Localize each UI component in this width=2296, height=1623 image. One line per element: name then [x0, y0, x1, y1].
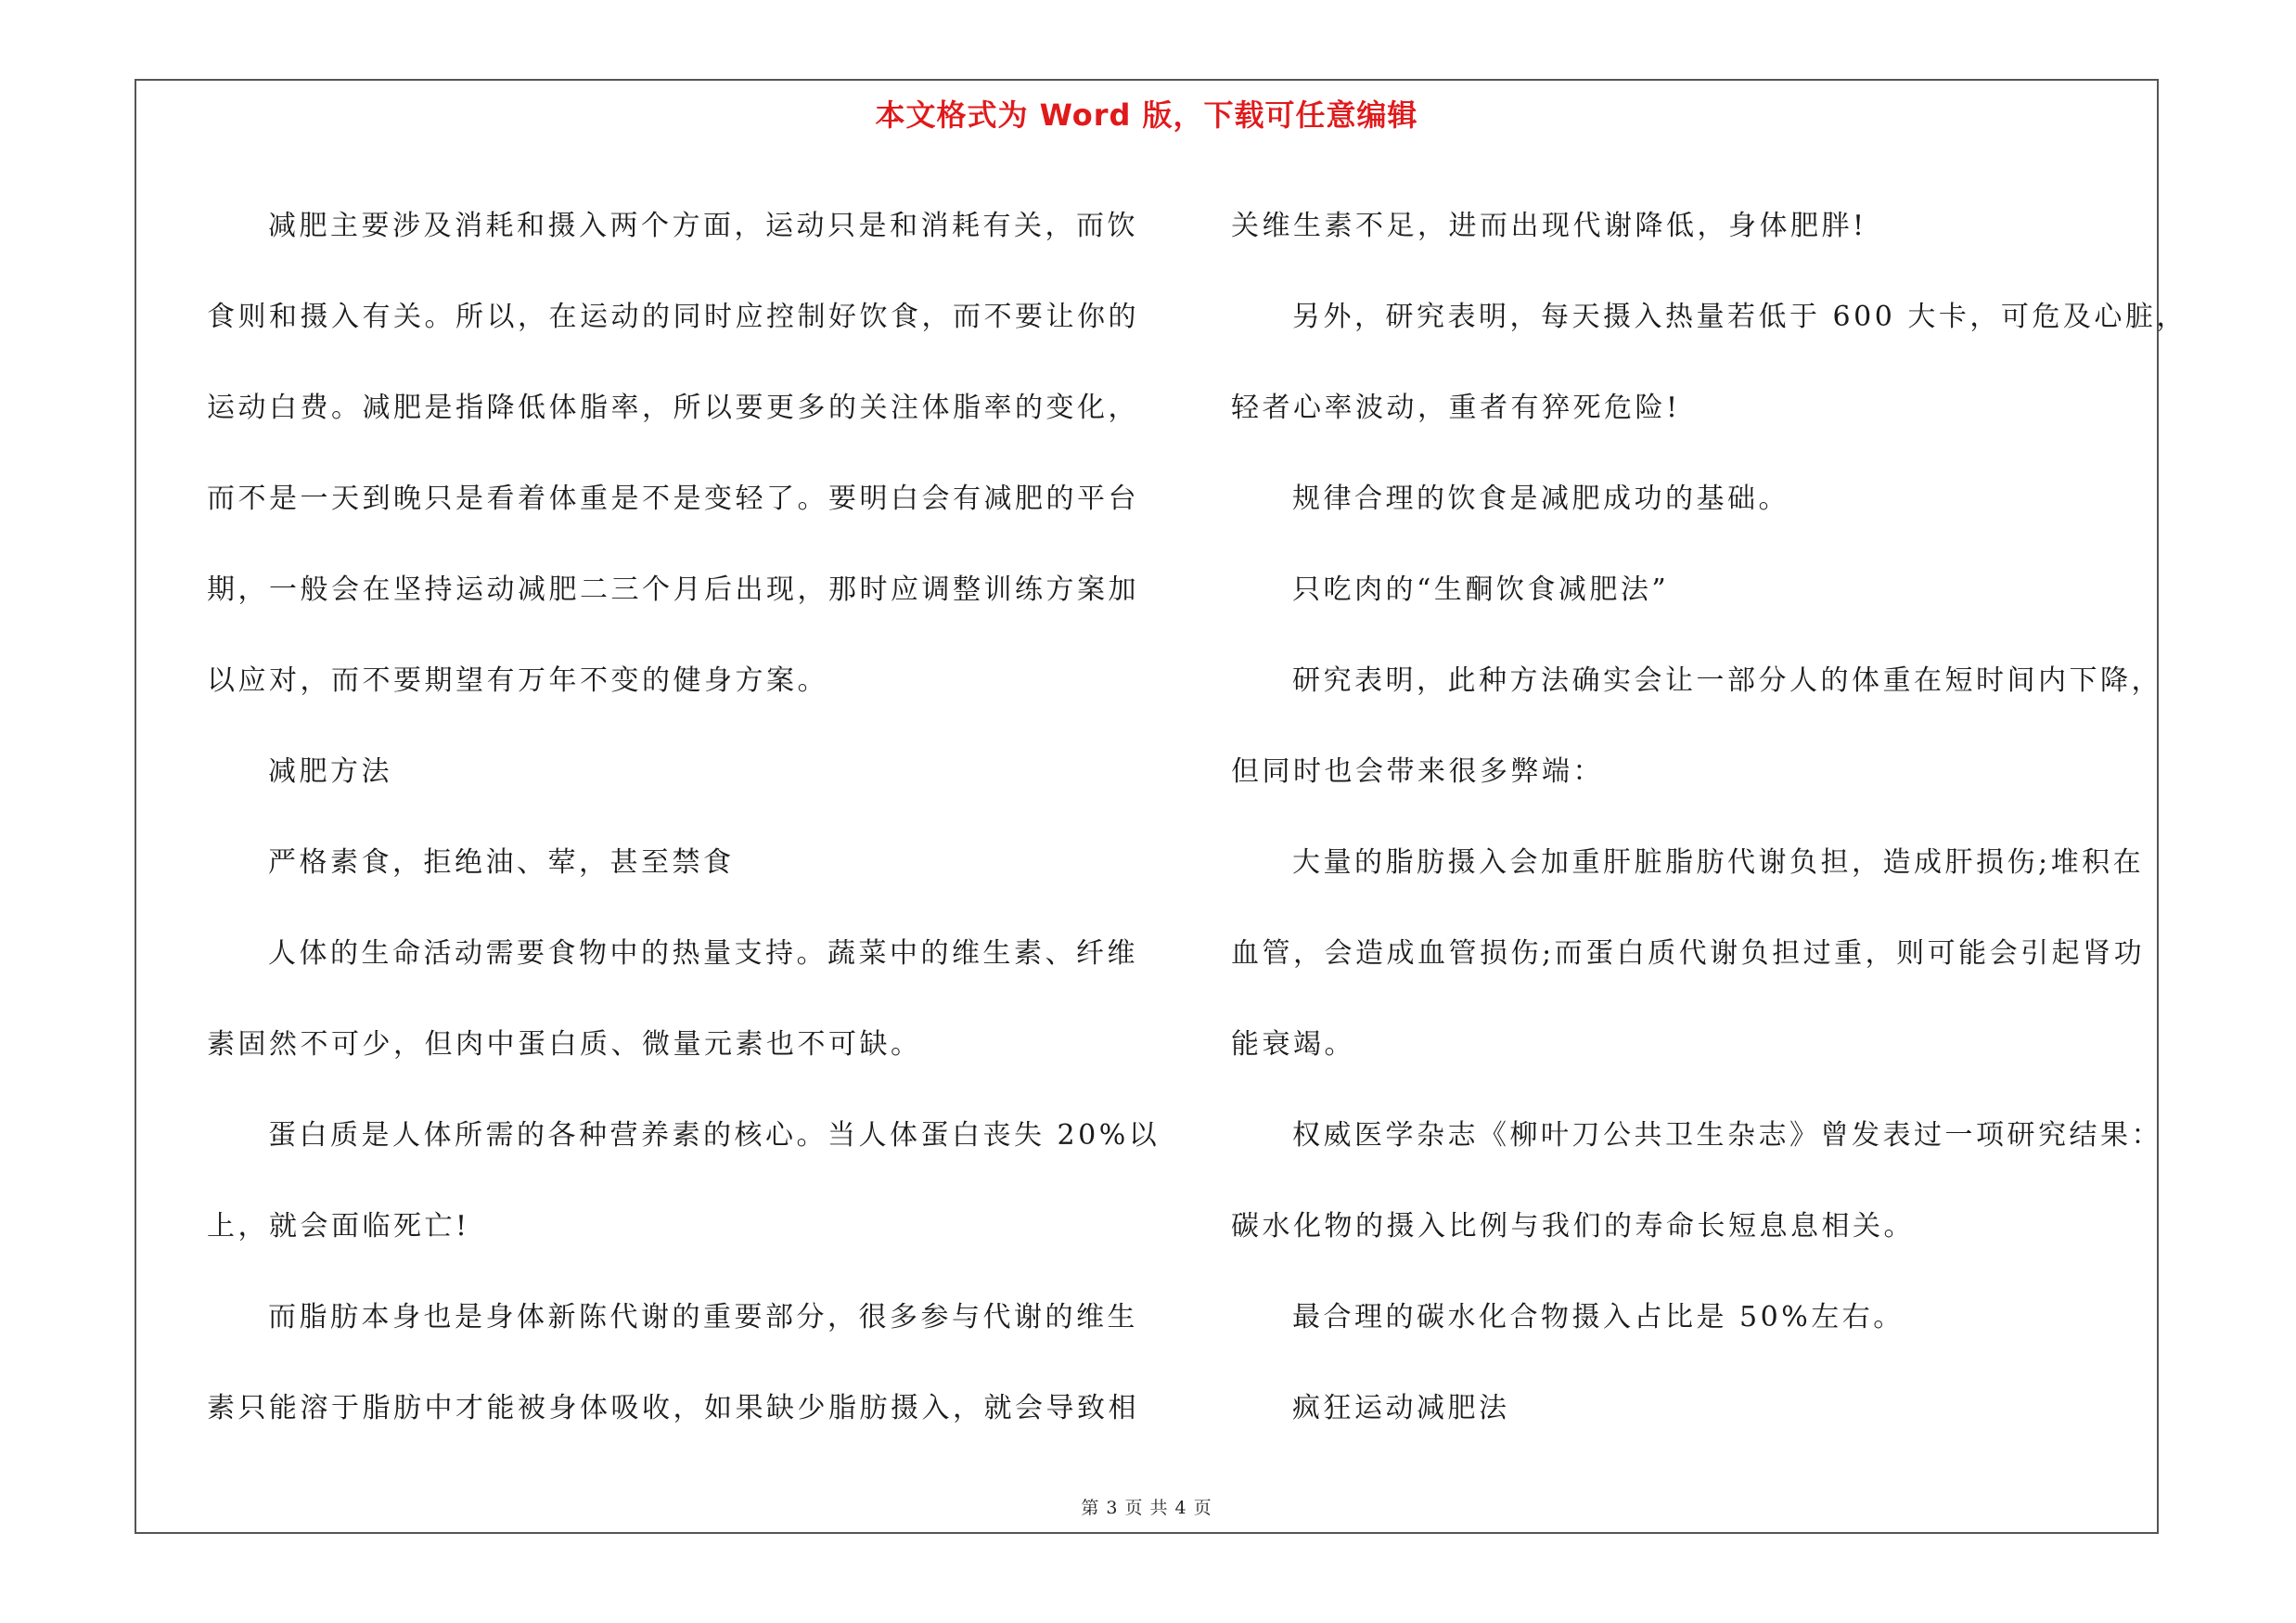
text-line: 最合理的碳水化合物摄入占比是 50%左右。 [1292, 1301, 1905, 1333]
text-line: 而脂肪本身也是身体新陈代谢的重要部分，很多参与代谢的维生 [268, 1301, 1138, 1333]
text-line: 期，一般会在坚持运动减肥二三个月后出现，那时应调整训练方案加 [207, 573, 1139, 606]
text-line: 血管，会造成血管损伤;而蛋白质代谢负担过重，则可能会引起肾功 [1231, 937, 2146, 970]
text-line: 能衰竭。 [1231, 1028, 1355, 1061]
text-line: 关维生素不足，进而出现代谢降低，身体肥胖! [1231, 210, 1867, 242]
text-line: 严格素食，拒绝油、荤，甚至禁食 [268, 846, 735, 879]
left-column [207, 181, 1161, 1454]
text-line: 另外，研究表明，每天摄入热量若低于 600 大卡，可危及心脏， [1292, 301, 2187, 333]
text-line: 减肥主要涉及消耗和摄入两个方面，运动只是和消耗有关，而饮 [268, 210, 1138, 242]
text-line: 研究表明，此种方法确实会让一部分人的体重在短时间内下降， [1292, 664, 2162, 697]
page-number-footer: 第 3 页 共 4 页 [1081, 1498, 1212, 1518]
text-line: 以应对，而不要期望有万年不变的健身方案。 [207, 664, 828, 697]
text-line: 上，就会面临死亡! [207, 1210, 470, 1243]
text-line: 轻者心率波动，重者有猝死危险! [1231, 392, 1681, 424]
text-line: 食则和摄入有关。所以，在运动的同时应控制好饮食，而不要让你的 [207, 301, 1139, 333]
text-line: 而不是一天到晚只是看着体重是不是变轻了。要明白会有减肥的平台 [207, 483, 1139, 515]
text-line: 只吃肉的“生酮饮食减肥法” [1292, 573, 1670, 606]
format-banner: 本文格式为 Word 版，下载可任意编辑 [875, 97, 1418, 133]
text-line: 蛋白质是人体所需的各种营养素的核心。当人体蛋白丧失 20%以 [268, 1119, 1161, 1152]
text-line: 人体的生命活动需要食物中的热量支持。蔬菜中的维生素、纤维 [268, 937, 1138, 970]
right-column [1231, 181, 2187, 1454]
text-line: 规律合理的饮食是减肥成功的基础。 [1292, 483, 1789, 515]
text-line: 但同时也会带来很多弊端： [1231, 755, 1604, 788]
text-line: 权威医学杂志《柳叶刀公共卫生杂志》曾发表过一项研究结果： [1292, 1119, 2162, 1152]
text-line: 疯狂运动减肥法 [1292, 1392, 1510, 1424]
text-line: 大量的脂肪摄入会加重肝脏脂肪代谢负担，造成肝损伤;堆积在 [1292, 846, 2145, 879]
text-line: 素只能溶于脂肪中才能被身体吸收，如果缺少脂肪摄入，就会导致相 [207, 1392, 1139, 1424]
text-line: 碳水化物的摄入比例与我们的寿命长短息息相关。 [1231, 1210, 1915, 1243]
page-frame [135, 79, 2187, 1534]
text-line: 减肥方法 [268, 755, 392, 788]
text-line: 运动白费。减肥是指降低体脂率，所以要更多的关注体脂率的变化， [207, 392, 1139, 424]
text-line: 素固然不可少，但肉中蛋白质、微量元素也不可缺。 [207, 1028, 922, 1061]
